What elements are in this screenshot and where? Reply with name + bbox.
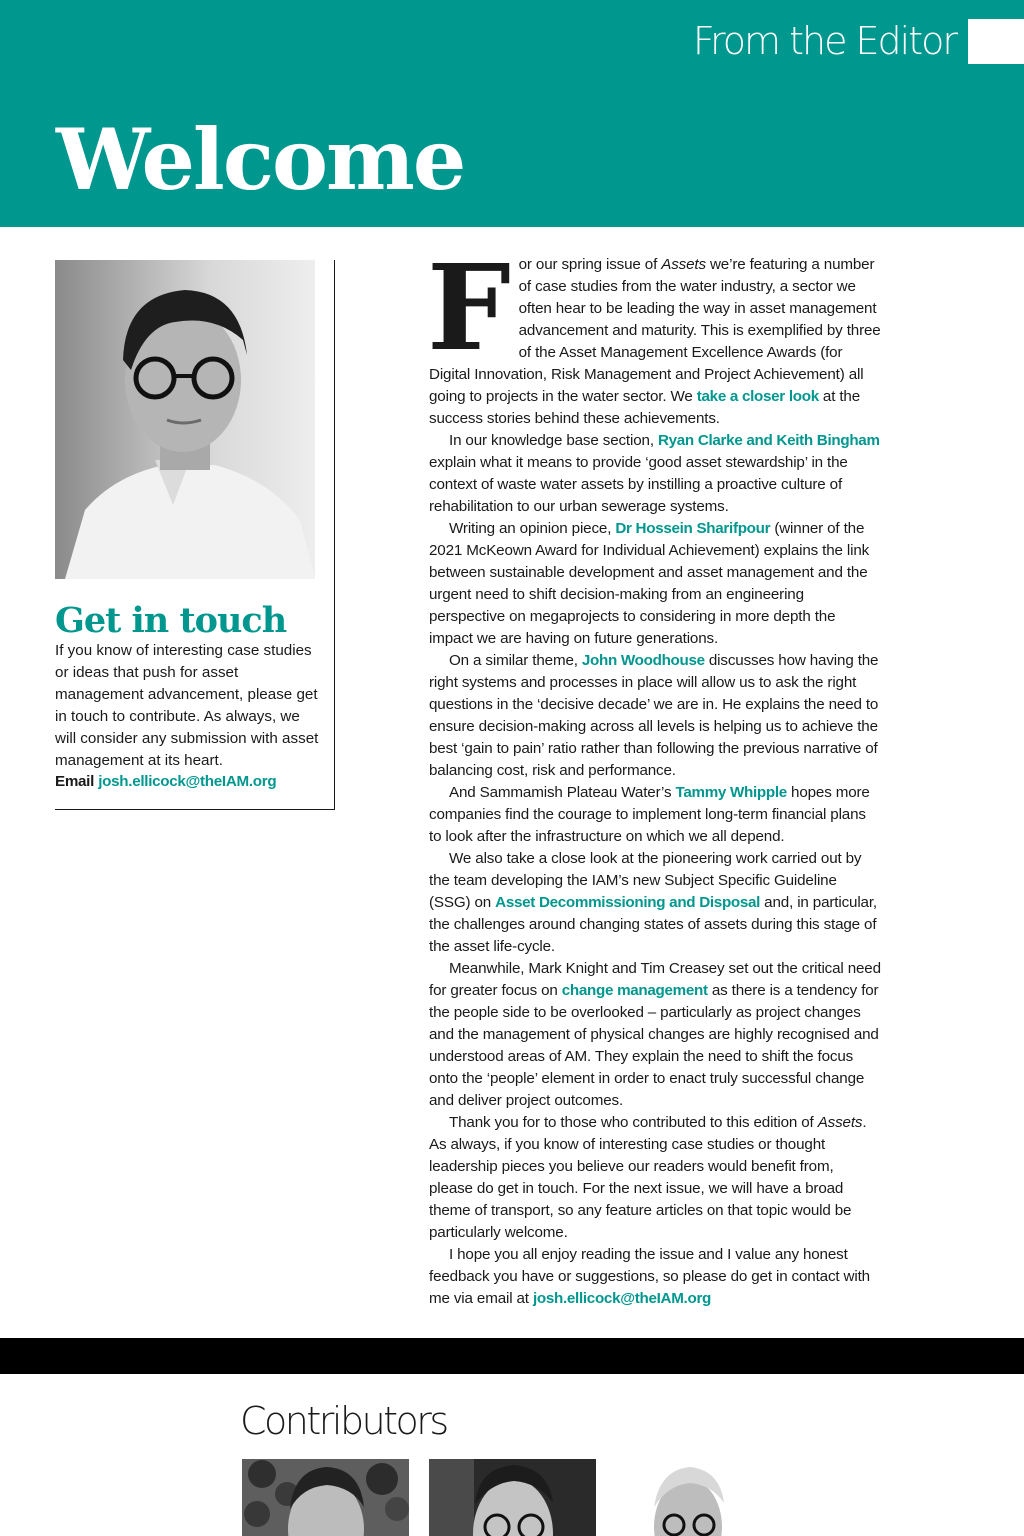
- get-in-touch-heading: Get in touch: [55, 600, 287, 641]
- woodhouse-link[interactable]: John Woodhouse: [581, 652, 705, 669]
- article-paragraph-7: Meanwhile, Mark Knight and Tim Creasey set out the critical need for greater focus on change management as there is a tendency for the people side to be overlooked – particularly as project changes and the management of physical changes are highly recognised and understood areas of AM. They explain the need to shift the focus onto the ‘people’ element in order to enact truly successful change and deliver project outcomes.: [429, 960, 881, 1109]
- article-paragraph-5: And Sammamish Plateau Water’s Tammy Whipple hopes more companies find the courage to implement long-term financial plans to look after the infrastructure on which we all depend.: [429, 784, 870, 845]
- sharifpour-link[interactable]: Dr Hossein Sharifpour: [615, 520, 771, 537]
- article-paragraph-2: In our knowledge base section, Ryan Clarke and Keith Bingham explain what it means to provide ‘good asset stewardship’ in the context of waste water assets by instilling a proactive culture of rehabilitation to our urban sewerage systems.: [429, 432, 880, 515]
- get-in-touch-sidebar: [55, 260, 335, 810]
- change-management-link[interactable]: change management: [561, 982, 708, 999]
- editor-portrait-image: [55, 260, 315, 579]
- contributor-photo-1: [242, 1459, 409, 1536]
- header-banner: [0, 0, 1024, 227]
- closing-email-link[interactable]: josh.ellicock@theIAM.org: [532, 1290, 712, 1307]
- get-in-touch-text: If you know of interesting case studies or ideas that push for asset management advancement, please get in touch to contribute. As always, we will consider any submission with asset management at its heart.: [55, 642, 319, 769]
- email-label: Email: [55, 773, 95, 790]
- article-paragraph-6: We also take a close look at the pioneering work carried out by the team developing the IAM’s new Subject Specific Guideline (SSG) on Asset Decommissioning and Disposal and, in particular, the challenges around changing states of assets during this stage of the asset life-cycle.: [429, 850, 877, 955]
- drop-cap: F: [427, 238, 511, 377]
- editor-email-link[interactable]: josh.ellicock@theIAM.org: [98, 773, 277, 790]
- contributor-photo-2: [429, 1459, 596, 1536]
- article-paragraph-1: For our spring issue of Assets we’re featuring a number of case studies from the water industry, a sector we often hear to be leading the way in asset management advancement and maturity. This is exemplified by three of the Asset Management Excellence Awards (for Digital Innovation, Risk Management and Project Achievement) all going to projects in the water sector. We take a closer look at the success stories behind these achievements.: [427, 238, 881, 427]
- article-paragraph-9: I hope you all enjoy reading the issue and I value any honest feedback you have or suggestions, so please do get in contact with me via email at josh.ellicock@theIAM.org: [429, 1246, 870, 1307]
- section-divider-band: [0, 1338, 1024, 1374]
- contributors-heading: Contributors: [240, 1399, 447, 1443]
- article-paragraph-4: On a similar theme, John Woodhouse discusses how having the right systems and processes in place will allow us to ask the right questions in the ‘decisive decade’ we are in. He explains the need to ensure decision-making across all levels is helping us to achieve the best ‘gain to pain’ ratio rather than following the previous narrative of balancing cost, risk and performance.: [429, 652, 879, 779]
- whipple-link[interactable]: Tammy Whipple: [675, 784, 787, 801]
- article-paragraph-8: Thank you for to those who contributed to this edition of Assets. As always, if you know of interesting case studies or thought leadership pieces you believe our readers would benefit from, please do get in touch. For the next issue, we will have a broad theme of transport, so any feature articles on that topic would be particularly welcome.: [429, 1114, 867, 1241]
- section-tab-marker: [968, 19, 1024, 64]
- decommissioning-link[interactable]: Asset Decommissioning and Disposal: [495, 894, 761, 911]
- contributor-photo-3: [616, 1459, 783, 1536]
- clarke-bingham-link[interactable]: Ryan Clarke and Keith Bingham: [657, 432, 880, 449]
- closer-look-link[interactable]: take a closer look: [696, 388, 819, 405]
- section-label: From the Editor: [692, 19, 956, 63]
- editor-letter: [427, 238, 881, 1310]
- article-paragraph-3: Writing an opinion piece, Dr Hossein Sharifpour (winner of the 2021 McKeown Award for Individual Achievement) explains the link between sustainable development and asset management and the urgent need to shift decision-making from an engineering perspective on megaprojects to considering in more depth the impact we are having on future generations.: [429, 520, 870, 647]
- page-title: Welcome: [56, 110, 465, 209]
- email-row: [55, 771, 276, 793]
